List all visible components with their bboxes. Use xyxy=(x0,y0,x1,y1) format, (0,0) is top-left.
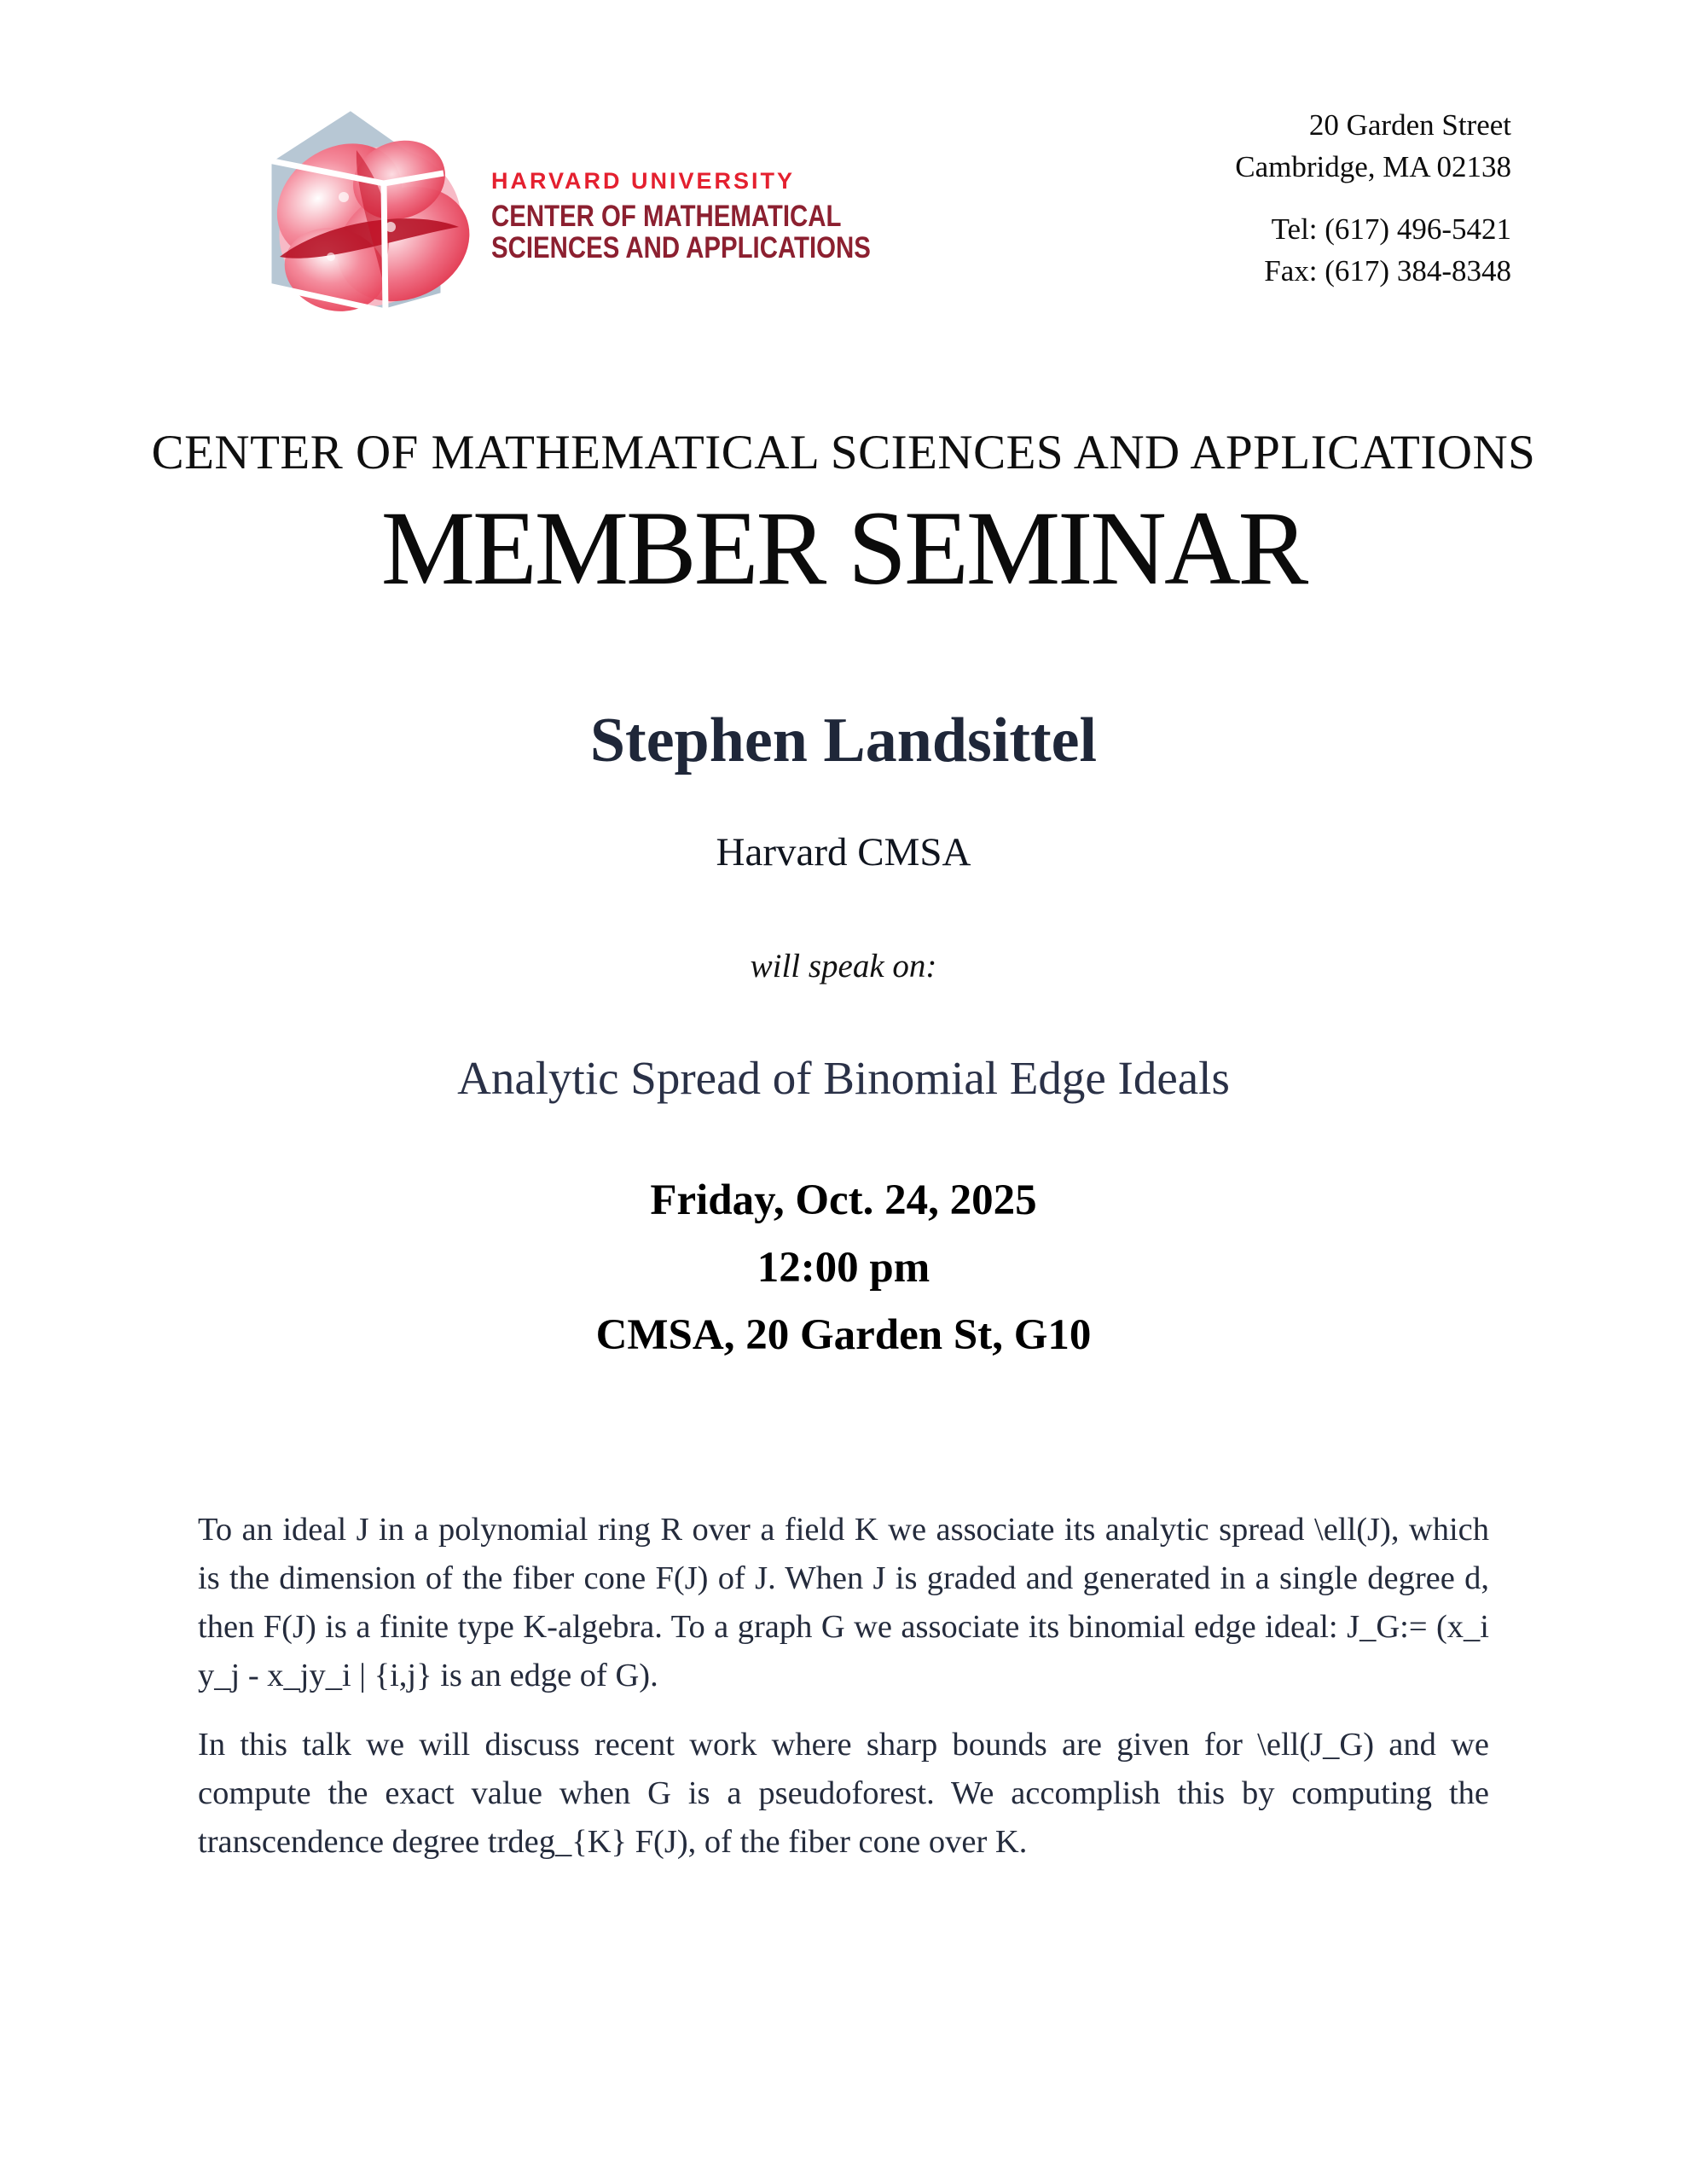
event-details xyxy=(0,1167,1687,1369)
logo-sciences-and-applications: SCIENCES AND APPLICATIONS xyxy=(491,231,871,264)
event-location: CMSA, 20 Garden St, G10 xyxy=(595,1311,1092,1359)
address-line-1: 20 Garden Street xyxy=(1308,108,1511,142)
fax-line: Fax: (617) 384-8348 xyxy=(1264,254,1511,288)
address-line-2: Cambridge, MA 02138 xyxy=(1235,150,1511,183)
logo-center-of-mathematical: CENTER OF MATHEMATICAL xyxy=(491,200,842,233)
logo-wordmark xyxy=(491,168,943,264)
org-title: CENTER OF MATHEMATICAL SCIENCES AND APPLICATIONS xyxy=(151,426,1536,479)
abstract-paragraph-2: In this talk we will discuss recent work where sharp bounds are given for \ell(J_G) and we compute the exact value when G is a pseudoforest. We accomplish this by computing the transcendence degree trdeg_{K} F(J), of the fiber cone over K. xyxy=(198,1727,1489,1860)
lead-in-text: will speak on: xyxy=(750,948,937,985)
contact-block xyxy=(1235,104,1511,292)
event-date: Friday, Oct. 24, 2025 xyxy=(650,1176,1037,1224)
talk-title: Analytic Spread of Binomial Edge Ideals xyxy=(457,1052,1230,1104)
event-title: MEMBER SEMINAR xyxy=(380,490,1307,607)
speaker-name: Stephen Landsittel xyxy=(589,706,1098,775)
tel-line: Tel: (617) 496-5421 xyxy=(1271,212,1511,246)
contact-spacer xyxy=(1235,188,1511,208)
cmsa-cube-logo-icon xyxy=(254,99,486,317)
speaker-affiliation: Harvard CMSA xyxy=(716,830,971,874)
abstract-paragraph-1: To an ideal J in a polynomial ring R over a field K we associate its analytic spread \ell(J), which is the dimension of the fiber cone F(J) of J. When J is graded and generated in a single degree d, then F(J) is a finite type K-algebra. To a graph G we associate its binomial edge ideal: J_G:= (x_i y_j - x_jy_i | {i,j} is an edge of G). xyxy=(198,1512,1489,1693)
event-time: 12:00 pm xyxy=(757,1244,930,1292)
logo-harvard-university: HARVARD UNIVERSITY xyxy=(491,168,796,194)
abstract-section xyxy=(198,1506,1489,1887)
